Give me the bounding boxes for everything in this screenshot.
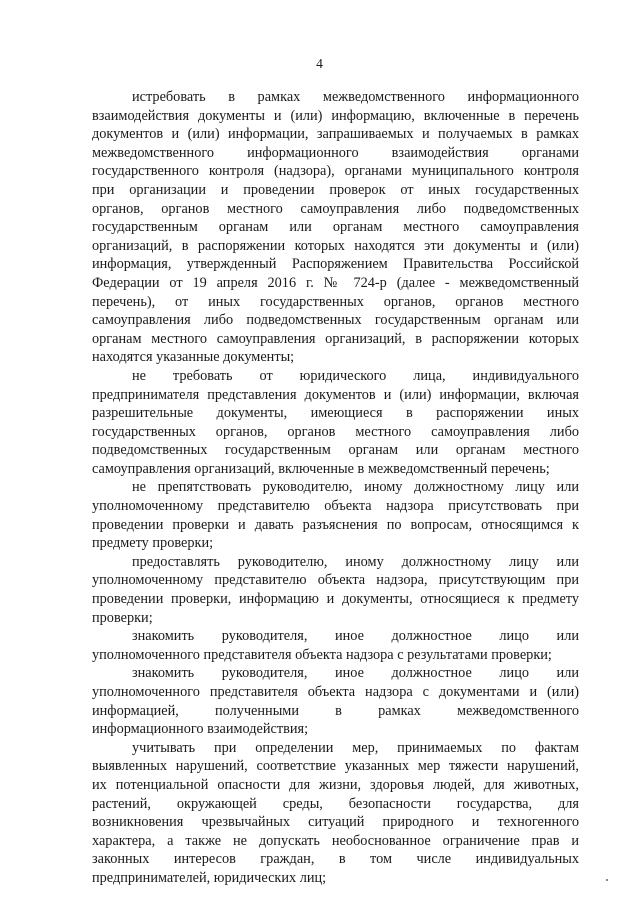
- text-line: находятся указанные документы;: [92, 349, 295, 366]
- text-line: государственного контроля (надзора), органами муниципального контроля: [92, 163, 579, 180]
- text-line: уполномоченного представителя объекта надзора с результатами проверки;: [92, 646, 552, 663]
- text-line: информация, утвержденный Распоряжением Правительства Российской: [92, 256, 579, 273]
- text-line: информационного взаимодействия;: [92, 721, 309, 738]
- text-line: истребовать в рамках межведомственного информационного: [132, 89, 579, 105]
- text-line: проведении проверки, информацию и документы, относящиеся к предмету: [92, 591, 579, 608]
- paragraph: [92, 367, 579, 479]
- text-line: организаций, в распоряжении которых находятся эти документы и (или): [92, 237, 579, 254]
- paragraph: [92, 664, 579, 738]
- text-line: подведомственных государственным органам или органам местного: [92, 442, 579, 459]
- text-line: самоуправления организаций, включенные в межведомственный перечень;: [92, 460, 550, 477]
- text-line: органов, органов местного самоуправления либо подведомственных: [92, 200, 579, 217]
- page-number: 4: [316, 56, 323, 71]
- paragraph: [92, 478, 579, 552]
- text-line: перечень), от иных государственных органов, органов местного: [92, 293, 579, 310]
- text-line: возникновения чрезвычайных ситуаций природного и техногенного: [92, 814, 579, 831]
- text-line: предпринимателей, юридических лиц;: [92, 869, 327, 886]
- text-line: межведомственного информационного взаимодействия органами: [92, 144, 579, 161]
- text-line: органам местного самоуправления организаций, в распоряжении которых: [92, 330, 579, 347]
- paragraph: [92, 627, 579, 664]
- text-line: уполномоченному представителю объекта надзора, присутствующим при: [92, 572, 579, 589]
- text-line: не препятствовать руководителю, иному должностному лицу или: [132, 479, 579, 496]
- document-body: [92, 88, 579, 888]
- text-line: взаимодействия документы и (или) информацию, включенные в перечень: [92, 107, 579, 124]
- text-line: государственных органов, органов местного самоуправления либо: [92, 423, 579, 440]
- text-line: Федерации от 19 апреля 2016 г. № 724-р (далее - межведомственный: [92, 274, 579, 291]
- paragraph: [92, 553, 579, 627]
- text-line: предоставлять руководителю, иному должностному лицу или: [132, 553, 579, 570]
- text-line: предмету проверки;: [92, 535, 214, 552]
- text-line: информацией, полученными в рамках межведомственного: [92, 702, 579, 719]
- text-line: растений, окружающей среды, безопасности государства, для: [92, 795, 579, 812]
- paragraph: [92, 739, 579, 888]
- text-line: документов и (или) информации, запрашиваемых и получаемых в рамках: [92, 126, 579, 143]
- text-line: выявленных нарушений, соответствие указанных мер тяжести нарушений,: [92, 758, 579, 775]
- paragraph: [92, 88, 579, 367]
- text-line: учитывать при определении мер, принимаемых по фактам: [132, 739, 579, 756]
- text-line: знакомить руководителя, иное должностное лицо или: [132, 665, 579, 682]
- text-line: законных интересов граждан, в том числе индивидуальных: [92, 851, 579, 868]
- text-line: характера, а также не допускать необоснованное ограничение прав и: [92, 832, 579, 849]
- text-line: не требовать от юридического лица, индивидуального: [132, 367, 579, 384]
- text-line: разрешительные документы, имеющиеся в распоряжении иных: [92, 405, 579, 422]
- scan-speck: [606, 879, 608, 881]
- text-line: проверки;: [92, 609, 153, 626]
- text-line: самоуправления либо подведомственных государственным органам или: [92, 312, 579, 329]
- text-line: знакомить руководителя, иное должностное лицо или: [132, 628, 579, 645]
- text-line: уполномоченному представителю объекта надзора присутствовать при: [92, 498, 579, 515]
- text-line: их потенциальной опасности для жизни, здоровья людей, для животных,: [92, 776, 579, 793]
- text-line: предпринимателя представления документов и (или) информации, включая: [92, 386, 579, 403]
- text-line: государственным органам или органам местного самоуправления: [92, 219, 579, 236]
- text-line: проведении проверки и давать разъяснения по вопросам, относящимся к: [92, 516, 579, 533]
- text-line: уполномоченного представителя объекта надзора с документами и (или): [92, 684, 579, 700]
- text-line: при организации и проведении проверок от иных государственных: [92, 181, 579, 198]
